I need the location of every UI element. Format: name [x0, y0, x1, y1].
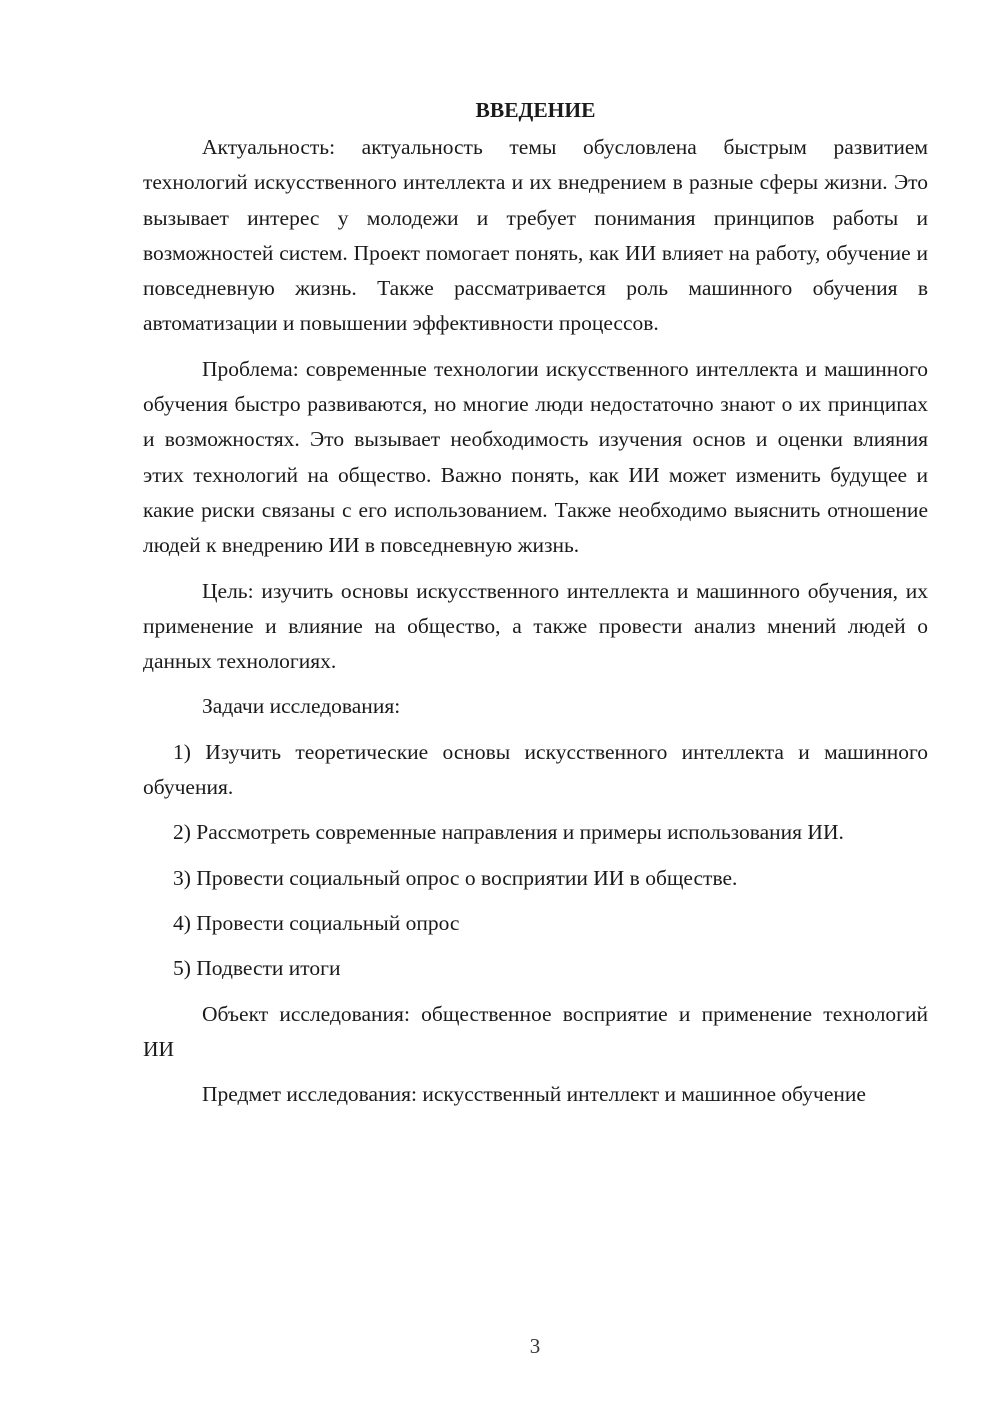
- page-number: 3: [529, 1334, 541, 1358]
- task-item-4: 4) Провести социальный опрос: [173, 910, 460, 935]
- problem-paragraph: Проблема: современные технологии искусственного интеллекта и машинного обучения быстро развиваются, но многие люди недостаточно знают о их принципах и возможностях. Это вызывает необходимость изучения основ и оценки влияния этих технологий на общество. Важно понять, как ИИ может изменить будущее и какие риски связаны с его использованием. Также необходимо выяснить отношение людей к внедрению ИИ в повседневную жизнь.: [143, 356, 928, 558]
- object-paragraph: Объект исследования: общественное восприятие и применение технологий ИИ: [143, 1001, 928, 1061]
- subject-paragraph: Предмет исследования: искусственный интеллект и машинное обучение: [202, 1082, 866, 1107]
- tasks-heading: Задачи исследования:: [202, 694, 401, 719]
- task-item-2: 2) Рассмотреть современные направления и примеры использования ИИ.: [173, 820, 844, 845]
- task-item-1: 1) Изучить теоретические основы искусственного интеллекта и машинного обучения.: [143, 739, 928, 800]
- relevance-paragraph: Актуальность: актуальность темы обусловлена быстрым развитием технологий искусственного интеллекта и их внедрением в разные сферы жизни. Это вызывает интерес у молодежи и требует понимания принципов работы и возможностей систем. Проект помогает понять, как ИИ влияет на работу, обучение и повседневную жизнь. Также рассматривается роль машинного обучения в автоматизации и повышении эффективности процессов.: [143, 135, 928, 336]
- task-item-3: 3) Провести социальный опрос о восприятии ИИ в обществе.: [173, 865, 738, 890]
- task-item-5: 5) Подвести итоги: [173, 956, 341, 981]
- section-title: ВВЕДЕНИЕ: [475, 98, 596, 122]
- page-content: [143, 92, 928, 1122]
- goal-paragraph: Цель: изучить основы искусственного интеллекта и машинного обучения, их применение и влияние на общество, а также провести анализ мнений людей о данных технологиях.: [143, 578, 928, 674]
